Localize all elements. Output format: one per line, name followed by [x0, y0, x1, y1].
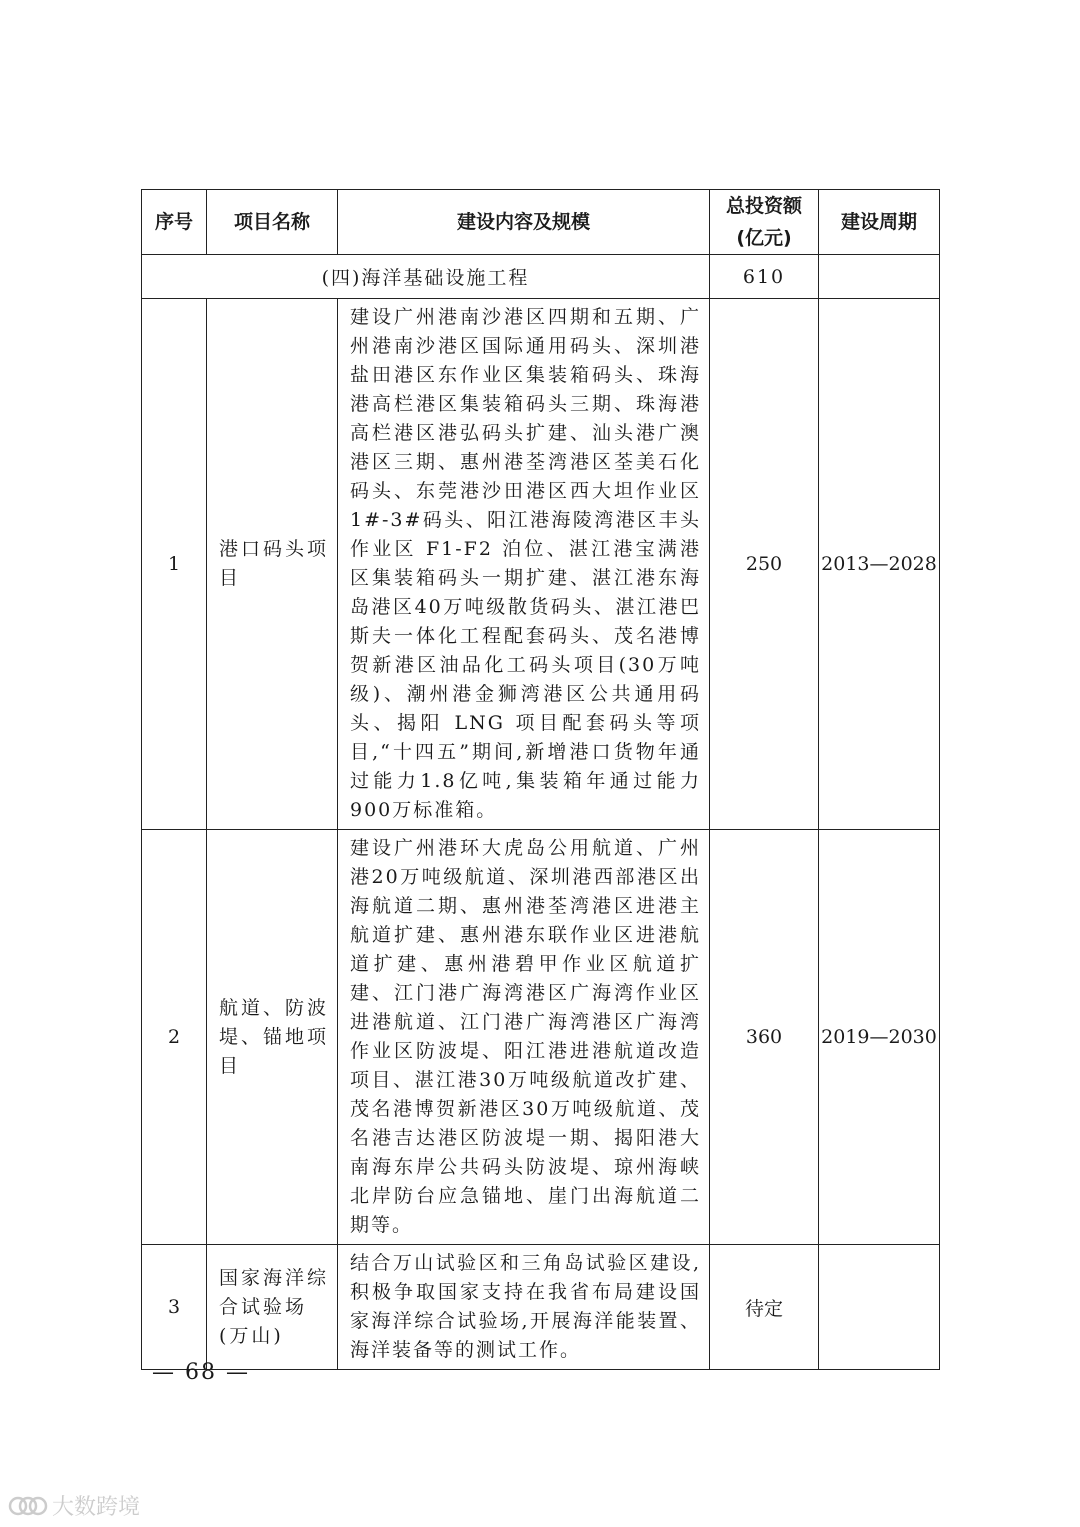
watermark-logo-icon — [8, 1493, 48, 1519]
header-investment-line2: (亿元) — [736, 227, 792, 249]
table-row — [142, 830, 940, 1245]
row-content: 结合万山试验区和三角岛试验区建设,积极争取国家支持在我省布局建设国家海洋综合试验场,开展海洋能装置、海洋装备等的测试工作。 — [338, 1245, 710, 1370]
row-period — [819, 1245, 940, 1370]
row-name: 国家海洋综合试验场(万山) — [207, 1245, 338, 1370]
table-header-row — [142, 190, 940, 255]
header-name: 项目名称 — [207, 190, 338, 255]
section-period — [819, 255, 940, 299]
header-seq: 序号 — [142, 190, 207, 255]
project-table — [141, 189, 940, 1370]
row-investment: 250 — [710, 299, 819, 830]
header-investment-line1: 总投资额 — [725, 195, 802, 217]
row-period: 2019—2030 — [819, 830, 940, 1245]
row-name: 航道、防波堤、锚地项目 — [207, 830, 338, 1245]
row-investment: 360 — [710, 830, 819, 1245]
row-seq: 3 — [142, 1245, 207, 1370]
row-seq: 2 — [142, 830, 207, 1245]
section-row — [142, 255, 940, 299]
row-seq: 1 — [142, 299, 207, 830]
row-content: 建设广州港环大虎岛公用航道、广州港20万吨级航道、深圳港西部港区出海航道二期、惠州港荃湾港区进港主航道扩建、惠州港东联作业区进港航道扩建、惠州港碧甲作业区航道扩建、江门港广海湾港区广海湾作业区进港航道、江门港广海湾港区广海湾作业区防波堤、阳江港进港航道改造项目、湛江港30万吨级航道改扩建、茂名港博贺新港区30万吨级航道、茂名港吉达港区防波堤一期、揭阳港大南海东岸公共码头防波堤、琼州海峡北岸防台应急锚地、崖门出海航道二期等。 — [338, 830, 710, 1245]
table-row — [142, 299, 940, 830]
header-period: 建设周期 — [819, 190, 940, 255]
watermark-text: 大数跨境 — [52, 1495, 141, 1520]
section-investment: 610 — [710, 255, 819, 299]
row-name: 港口码头项目 — [207, 299, 338, 830]
header-content: 建设内容及规模 — [338, 190, 710, 255]
row-period: 2013—2028 — [819, 299, 940, 830]
page-number: — 68 — — [152, 1360, 250, 1385]
section-title: (四)海洋基础设施工程 — [142, 255, 710, 299]
row-content: 建设广州港南沙港区四期和五期、广州港南沙港区国际通用码头、深圳港盐田港区东作业区集装箱码头、珠海港高栏港区集装箱码头三期、珠海港高栏港区港弘码头扩建、汕头港广澳港区三期、惠州港荃湾港区荃美石化码头、东莞港沙田港区西大坦作业区1#-3#码头、阳江港海陵湾港区丰头作业区 F1-F2 泊位、湛江港宝满港区集装箱码头一期扩建、湛江港东海岛港区40万吨级散货码头、湛江港巴斯夫一体化工程配套码头、茂名港博贺新港区油品化工码头项目(30万吨级)、潮州港金狮湾港区公共通用码头、揭阳 LNG 项目配套码头等项目,“十四五”期间,新增港口货物年通过能力1.8亿吨,集装箱年通过能力900万标准箱。 — [338, 299, 710, 830]
header-investment — [710, 190, 819, 255]
table-row — [142, 1245, 940, 1370]
watermark — [8, 1490, 140, 1521]
row-investment: 待定 — [710, 1245, 819, 1370]
